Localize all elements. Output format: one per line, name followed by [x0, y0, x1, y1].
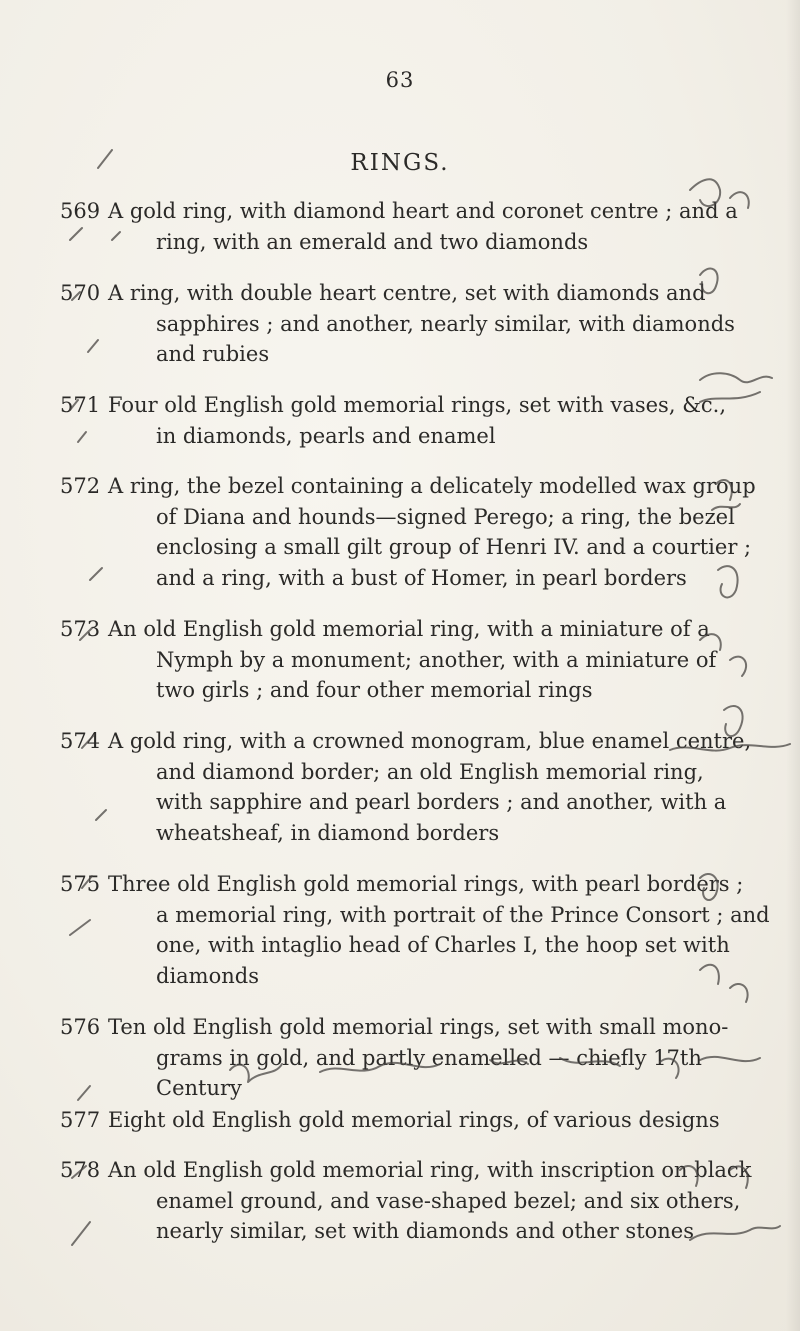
- margin-tick: [98, 150, 112, 168]
- lot-line: Three old English gold memorial rings, with pearl borders ;: [108, 872, 744, 896]
- lot-line: in diamonds, pearls and enamel: [156, 423, 496, 448]
- margin-tick: [72, 1166, 86, 1178]
- lot-line: Eight old English gold memorial rings, of various designs: [108, 1108, 720, 1132]
- lot-number: 569: [60, 199, 101, 223]
- lot-line: A gold ring, with diamond heart and coronet centre ; and a: [108, 199, 738, 223]
- lot-line: two girls ; and four other memorial rings: [156, 678, 593, 702]
- lot-line: A ring, with double heart centre, set with diamonds and: [108, 281, 706, 305]
- margin-tick: [70, 400, 78, 410]
- lot-number: 570: [60, 281, 101, 305]
- lot-line: Nymph by a monument; another, with a miniature of: [156, 647, 717, 672]
- lot-line: a memorial ring, with portrait of the Prince Consort ; and: [156, 902, 770, 927]
- margin-tick: [112, 232, 120, 240]
- margin-tick: [88, 340, 98, 352]
- lot-line: An old English gold memorial ring, with a miniature of a: [108, 617, 710, 641]
- lot-line: and a ring, with a bust of Homer, in pearl borders: [156, 565, 687, 590]
- lot-number: 573: [60, 617, 101, 641]
- price-scribble: [690, 179, 749, 208]
- lot-line: Century: [156, 1076, 242, 1100]
- lot-line: wheatsheaf, in diamond borders: [156, 820, 500, 845]
- lot-line: enamel ground, and vase-shaped bezel; and six others,: [156, 1188, 741, 1213]
- margin-tick: [70, 920, 90, 935]
- lot-line: Ten old English gold memorial rings, set with small mono-: [108, 1015, 729, 1039]
- lot-line: and rubies: [156, 342, 270, 366]
- lot-line: of Diana and hounds—signed Perego; a ring, the bezel: [156, 504, 735, 529]
- lot-line: ring, with an emerald and two diamonds: [156, 229, 589, 254]
- price-scribble: [700, 874, 718, 900]
- lot-line: and diamond border; an old English memorial ring,: [156, 759, 704, 784]
- lot-line: enclosing a small gilt group of Henri IV. and a courtier ;: [156, 535, 752, 559]
- price-scribble: [680, 1166, 748, 1188]
- margin-tick: [78, 432, 86, 442]
- lot-line: A gold ring, with a crowned monogram, blue enamel centre,: [108, 729, 752, 753]
- price-scribble: [700, 965, 748, 1002]
- lot-number: 574: [60, 729, 101, 753]
- price-scribble: [670, 744, 790, 751]
- price-scribble: [230, 1063, 440, 1082]
- lot-number: 578: [60, 1158, 101, 1182]
- lot-number: 572: [60, 474, 101, 498]
- margin-tick: [80, 628, 92, 640]
- lot-line: sapphires ; and another, nearly similar, with diamonds: [156, 311, 735, 336]
- price-scribble: [690, 1226, 780, 1240]
- lot-line: Four old English gold memorial rings, set with vases, &c.,: [108, 393, 726, 417]
- lot-line: nearly similar, set with diamonds and other stones: [156, 1219, 695, 1243]
- section-title: RINGS.: [350, 150, 450, 176]
- price-scribble: [712, 480, 740, 510]
- lot-line: grams in gold, and partly enamelled — chiefly 17th: [156, 1045, 702, 1070]
- lot-number: 576: [60, 1015, 101, 1039]
- margin-tick: [96, 810, 106, 820]
- margin-tick: [82, 735, 94, 748]
- margin-tick: [72, 292, 80, 300]
- price-scribble: [490, 1058, 620, 1066]
- page-gutter-shadow: [786, 0, 800, 1331]
- margin-tick: [70, 228, 82, 240]
- lot-number: 571: [60, 393, 101, 417]
- margin-tick: [90, 568, 102, 580]
- price-scribble: [700, 269, 718, 294]
- price-scribble: [700, 373, 772, 402]
- margin-tick: [82, 876, 92, 888]
- lot-number: 575: [60, 872, 101, 896]
- price-scribble: [718, 566, 738, 597]
- price-scribble: [700, 634, 746, 676]
- lot-line: with sapphire and pearl borders ; and another, with a: [156, 790, 727, 814]
- price-scribble: [724, 706, 743, 736]
- lot-line: diamonds: [156, 963, 259, 988]
- lot-line: An old English gold memorial ring, with inscription on black: [108, 1158, 752, 1182]
- margin-tick: [78, 1086, 90, 1100]
- margin-tick: [72, 1222, 90, 1245]
- price-scribble: [660, 1057, 760, 1078]
- lot-line: A ring, the bezel containing a delicately modelled wax group: [108, 474, 756, 498]
- lot-line: one, with intaglio head of Charles I, the hoop set with: [156, 933, 730, 957]
- page-number: 63: [385, 68, 415, 92]
- lot-number: 577: [60, 1108, 101, 1132]
